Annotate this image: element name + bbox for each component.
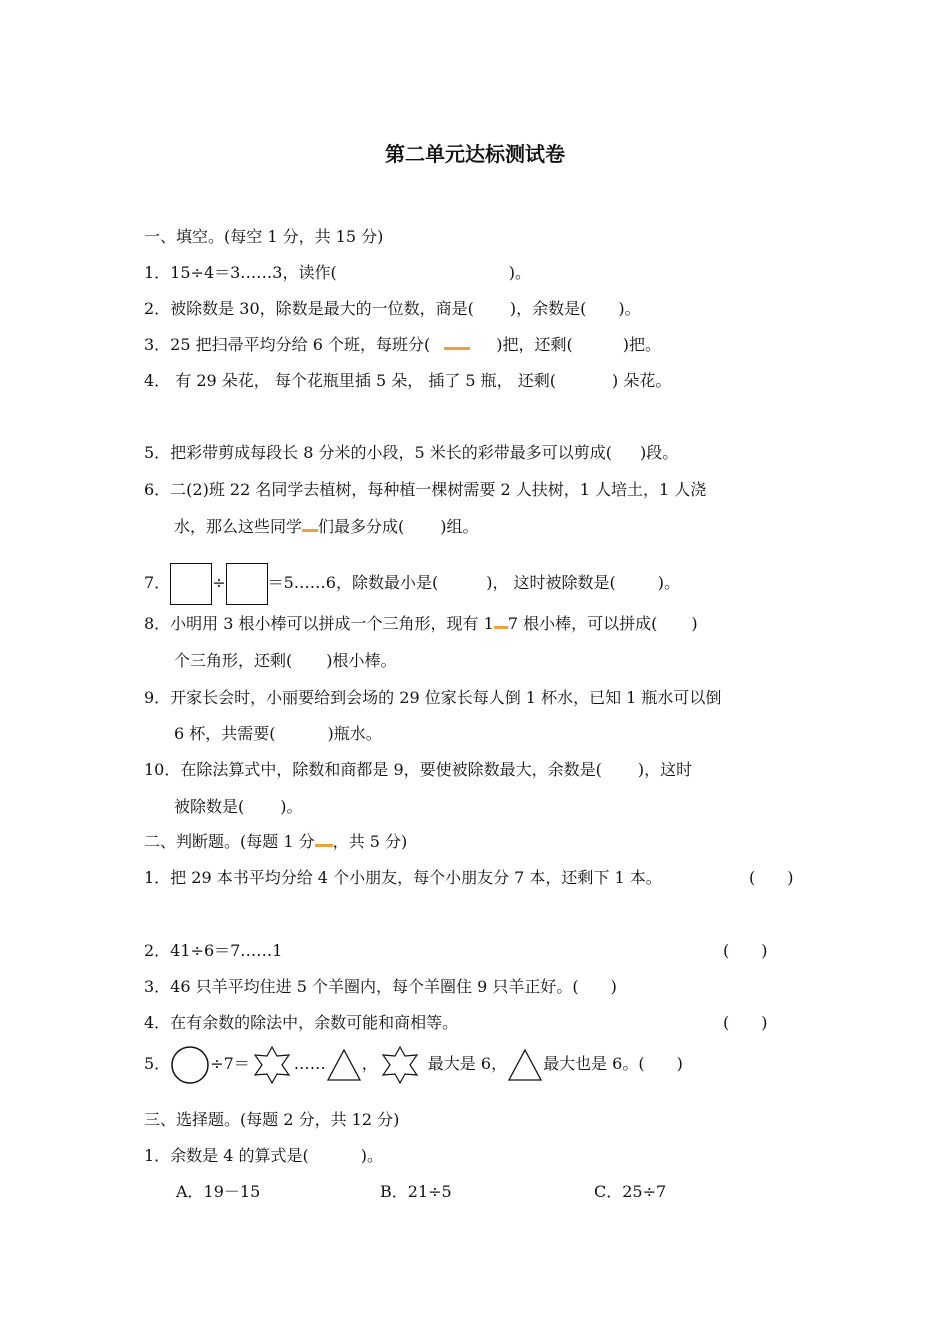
section2-heading: 二、判断题。(每题 1 分 ，共 5 分) bbox=[144, 832, 408, 851]
question-1-8-line2: 个三角形，还剩( )根小棒。 bbox=[174, 651, 397, 670]
option-b: B．21÷5 bbox=[380, 1182, 452, 1201]
blank-box bbox=[170, 563, 212, 605]
question-1-1: 1．15÷4＝3……3，读作( )。 bbox=[144, 263, 531, 282]
triangle-shape bbox=[507, 1047, 543, 1083]
question-1-8-line1: 8．小明用 3 根小棒可以拼成一个三角形，现有 1 7 根小棒，可以拼成( ) bbox=[144, 614, 698, 633]
star-shape bbox=[250, 1045, 294, 1085]
question-2-4: 4．在有余数的除法中，余数可能和商相等。 bbox=[144, 1013, 459, 1032]
question-1-7: 7． ÷ ＝5……6，除数最小是( )， 这时被除数是( )。 bbox=[144, 560, 680, 606]
question-1-6-line2: 水，那么这些同学 们最多分成( )组。 bbox=[174, 517, 479, 536]
answer-paren: ( ) bbox=[723, 941, 768, 960]
star-shape bbox=[378, 1045, 422, 1085]
question-1-4: 4． 有 29 朵花， 每个花瓶里插 5 朵， 插了 5 瓶， 还剩( ) 朵花。 bbox=[144, 371, 672, 390]
answer-paren: ( ) bbox=[749, 868, 794, 887]
highlight-mark bbox=[444, 347, 470, 350]
question-3-1: 1．余数是 4 的算式是( )。 bbox=[144, 1146, 384, 1165]
highlight-mark bbox=[315, 844, 333, 847]
question-1-5: 5．把彩带剪成每段长 8 分米的小段，5 米长的彩带最多可以剪成( )段。 bbox=[144, 443, 679, 462]
question-1-9-line1: 9．开家长会时，小丽要给到会场的 29 位家长每人倒 1 杯水，已知 1 瓶水可以倒 bbox=[144, 688, 722, 707]
question-1-6-line1: 6．二(2)班 22 名同学去植树，每种植一棵树需要 2 人扶树，1 人培土，1 人浇 bbox=[144, 480, 707, 499]
section1-heading: 一、填空。(每空 1 分，共 15 分) bbox=[144, 227, 384, 246]
question-1-10-line1: 10．在除法算式中，除数和商都是 9，要使被除数最大，余数是( )，这时 bbox=[144, 760, 693, 779]
question-2-2: 2．41÷6＝7……1 bbox=[144, 941, 283, 960]
question-2-1: 1．把 29 本书平均分给 4 个小朋友，每个小朋友分 7 本，还剩下 1 本。 bbox=[144, 868, 662, 887]
highlight-mark bbox=[302, 529, 318, 532]
page-title: 第二单元达标测试卷 bbox=[385, 142, 565, 166]
highlight-mark bbox=[494, 626, 508, 629]
circle-shape bbox=[170, 1045, 210, 1085]
question-1-10-line2: 被除数是( )。 bbox=[174, 797, 303, 816]
section3-heading: 三、选择题。(每题 2 分，共 12 分) bbox=[144, 1110, 400, 1129]
question-1-9-line2: 6 杯，共需要( )瓶水。 bbox=[174, 724, 382, 743]
question-2-5: 5． ÷7＝ …… ， 最大是 6， 最大也是 6。( ) bbox=[144, 1044, 683, 1085]
triangle-shape bbox=[326, 1047, 362, 1083]
blank-box bbox=[226, 563, 268, 605]
question-2-3: 3．46 只羊平均住进 5 个羊圈内，每个羊圈住 9 只羊正好。( ) bbox=[144, 977, 617, 996]
question-1-2: 2．被除数是 30，除数是最大的一位数，商是( )，余数是( )。 bbox=[144, 299, 641, 318]
question-1-3: 3．25 把扫帚平均分给 6 个班，每班分( )把，还剩( )把。 bbox=[144, 335, 661, 354]
option-c: C．25÷7 bbox=[594, 1182, 667, 1201]
option-a: A．19－15 bbox=[176, 1182, 261, 1201]
answer-paren: ( ) bbox=[723, 1013, 768, 1032]
